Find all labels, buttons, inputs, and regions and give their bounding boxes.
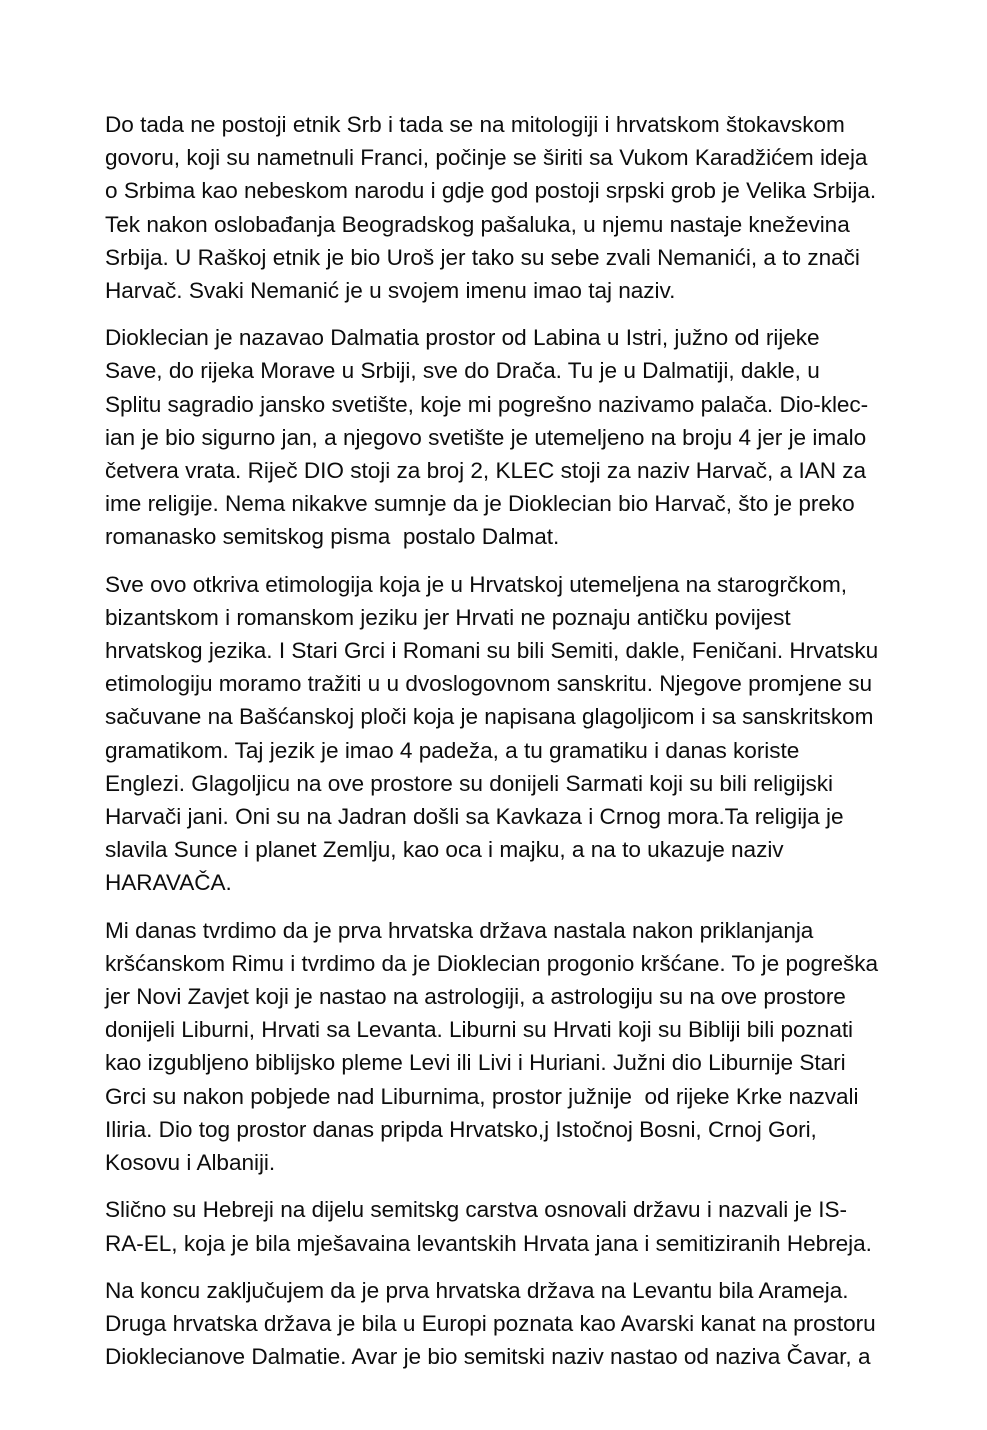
paragraph: Do tada ne postoji etnik Srb i tada se na mitologiji i hrvatskom štokavskom govoru, koji su nametnuli Franci, počinje se širiti sa Vukom Karadžićem ideja o Srbima kao nebeskom narodu i gdje god postoji srpski grob je Velika Srbija. Tek nakon oslobađanja Beogradskog pašaluka, u njemu nastaje kneževina Srbija. U Raškoj etnik je bio Uroš jer tako su sebe zvali Nemanići, a to znači Harvač. Svaki Nemanić je u svojem imenu imao taj naziv. [105,112,883,304]
document-text-body [105,108,885,1373]
paragraph: Sve ovo otkriva etimologija koja je u Hrvatskoj utemeljena na starogrčkom, bizantskom i romanskom jeziku jer Hrvati ne poznaju antičku povijest hrvatskog jezika. I Stari Grci i Romani su bili Semiti, dakle, Feničani. Hrvatsku etimologiju moramo tražiti u u dvoslogovnom sanskritu. Njegove promjene su sačuvane na Bašćanskoj ploči koja je napisana glagoljicom i sa sanskritskom gramatikom. Taj jezik je imao 4 padeža, a tu gramatiku i danas koriste Englezi. Glagoljicu na ove prostore su donijeli Sarmati koji su bili religijski Harvači jani. Oni su na Jadran došli sa Kavkaza i Crnog mora.Ta religija je slavila Sunce i planet Zemlju, kao oca i majku, a na to ukazuje naziv HARAVAČA. [105,571,885,896]
paragraph: Mi danas tvrdimo da je prva hrvatska država nastala nakon priklanjanja kršćanskom Rimu i tvrdimo da je Dioklecian progonio kršćane. To je pogreška jer Novi Zavjet koji je nastao na astrologiji, a astrologiju su na ove prostore donijeli Liburni, Hrvati sa Levanta. Liburni su Hrvati koji su Bibliji bili poznati kao izgubljeno biblijsko pleme Levi ili Livi i Huriani. Južni dio Liburnije Stari Grci su nakon pobjede nad Liburnima, prostor južnije od rijeke Krke nazvali Iliria. Dio tog prostor danas pripda Hrvatsko,j Istočnoj Bosni, Crnoj Gori, Kosovu i Albaniji. [105,917,885,1176]
paragraph: Dioklecian je nazavao Dalmatia prostor od Labina u Istri, južno od rijeke Save, do rijeka Morave u Srbiji, sve do Drača. Tu je u Dalmatiji, dakle, u Splitu sagradio jansko svetište, koje mi pogrešno nazivamo palača. Dio-klec-ian je bio sigurno jan, a njegovo svetište je utemeljeno na broju 4 jer je imalo četvera vrata. Riječ DIO stoji za broj 2, KLEC stoji za naziv Harvač, a IAN za ime religije. Nema nikakve sumnje da je Dioklecian bio Harvač, što je preko romanasko semitskog pisma postalo Dalmat. [105,325,873,550]
paragraph: Slično su Hebreji na dijelu semitskg carstva osnovali državu i nazvali je IS-RA-EL, koja je bila mješavaina levantskih Hrvata jana i semitiziranih Hebreja. [105,1197,872,1256]
paragraph: Na koncu zaključujem da je prva hrvatska država na Levantu bila Arameja. Druga hrvatska država je bila u Europi poznata kao Avarski kanat na prostoru Dioklecianove Dalmatie. Avar je bio semitski naziv nastao od naziva Čavar, a [105,1277,882,1370]
